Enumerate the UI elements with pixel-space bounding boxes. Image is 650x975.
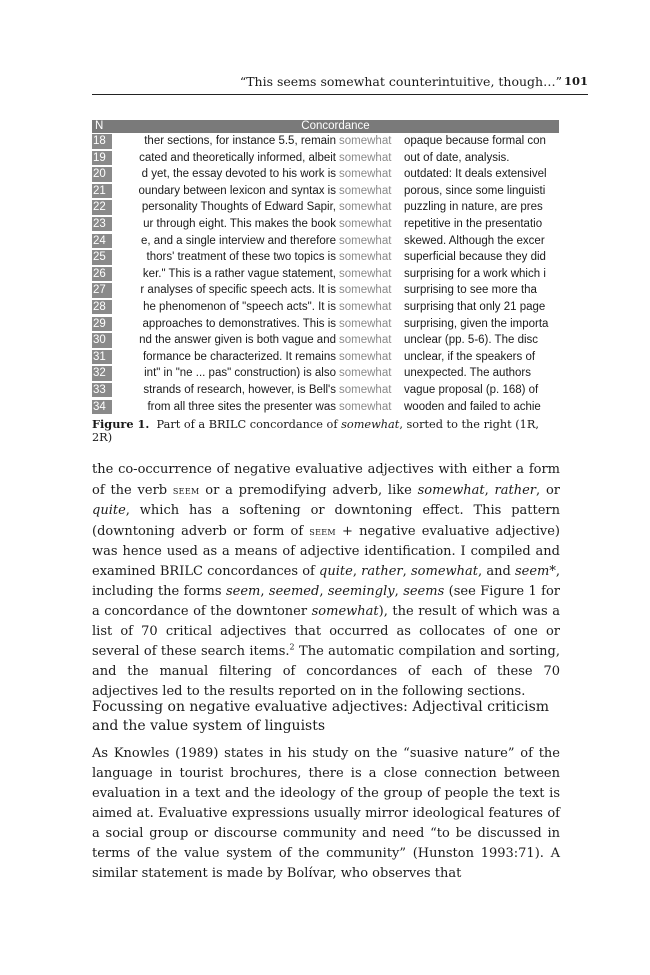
concordance-header (92, 120, 559, 133)
concordance-row (92, 382, 559, 399)
concordance-row-number: 29 (92, 317, 112, 332)
body-paragraph-1 (92, 460, 560, 702)
body-paragraph-2: As Knowles (1989) states in his study on the “suasive nature” of the language in tourist brochures, there is a close connection between evaluation in a text and the ideology of the group of people the text is aimed at. Evaluative expressions usually mirror ideological features of a social group or discourse community and need “to be discussed in terms of the value system of the community” (Hunston 1993:71). A similar statement is made by Bolívar, who observes that (92, 746, 560, 881)
concordance-left-text: strands of research, however, is Bell's (143, 383, 336, 396)
italic-term: somewhat (417, 483, 485, 498)
concordance-right-context: unclear (pp. 5-6). The disc (404, 334, 539, 347)
concordance-row (92, 266, 559, 283)
concordance-left-text: d yet, the essay devoted to his work is (141, 168, 336, 181)
concordance-node-word: somewhat (339, 251, 392, 264)
concordance-row (92, 349, 559, 366)
concordance-left-text: personality Thoughts of Edward Sapir, (141, 201, 336, 214)
footnote-marker[interactable]: 2 (289, 642, 295, 652)
column-n-header: N (95, 120, 104, 132)
text: , (402, 564, 411, 579)
caption-label: Figure 1. (92, 417, 150, 431)
concordance-left-text: ur through eight. This makes the book (143, 217, 336, 230)
concordance-left-context (114, 233, 336, 250)
concordance-row-number: 32 (92, 366, 112, 381)
concordance-right-context: skewed. Although the excer (404, 234, 545, 247)
concordance-right-context: surprising for a work which i (404, 267, 546, 280)
concordance-left-text: ther sections, for instance 5.5, remain (144, 135, 336, 147)
italic-term: seemed (268, 584, 320, 599)
concordance-node-word: somewhat (339, 317, 392, 330)
concordance-left-context (114, 166, 336, 183)
text: , (484, 483, 495, 498)
concordance-row (92, 399, 559, 416)
italic-term: seem* (514, 564, 556, 579)
text: , (319, 584, 328, 599)
concordance-left-context (114, 365, 336, 382)
text: , (260, 584, 269, 599)
text: , (394, 584, 404, 599)
concordance-node-word: somewhat (339, 334, 392, 347)
text: , including the forms (92, 564, 561, 599)
concordance-node-word: somewhat (339, 284, 392, 297)
concordance-left-context (114, 332, 336, 349)
concordance-row (92, 183, 559, 200)
concordance-row-number: 23 (92, 217, 112, 232)
text: or a premodifying adverb, like (199, 483, 418, 498)
concordance-left-context (114, 216, 336, 233)
concordance-left-text: formance be characterized. It remains (142, 350, 336, 363)
text: (see Figure 1 for a concordance of the downtoner (92, 584, 560, 619)
concordance-node-word: somewhat (339, 135, 392, 147)
concordance-row (92, 216, 559, 233)
running-header (92, 70, 588, 95)
concordance-row (92, 150, 559, 167)
concordance-left-text: cated and theoretically informed, albeit (139, 151, 336, 164)
concordance-left-text: thors' treatment of these two topics is (146, 251, 336, 264)
concordance-right-context: out of date, analysis. (404, 151, 510, 164)
text: , and (478, 564, 515, 579)
concordance-left-text: int" in "ne ... pas" construction) is also (144, 367, 336, 380)
concordance-row-number: 24 (92, 234, 112, 249)
concordance-right-context: surprising, given the importa (404, 317, 549, 330)
section-heading (92, 698, 560, 736)
concordance-left-context (114, 249, 336, 266)
section-heading-line-1: Focussing on negative evaluative adjectives: Adjectival criticism (92, 699, 550, 715)
small-caps-term: seem (172, 483, 200, 497)
concordance-figure (92, 120, 559, 413)
concordance-row (92, 166, 559, 183)
concordance-right-context: puzzling in nature, are pres (404, 201, 543, 214)
concordance-left-context (114, 399, 336, 416)
concordance-left-text: nd the answer given is both vague and (139, 334, 336, 347)
text: , (352, 564, 362, 579)
concordance-row-number: 25 (92, 250, 112, 265)
italic-term: seem (225, 584, 261, 599)
concordance-row-number: 30 (92, 333, 112, 348)
italic-term: quite (92, 503, 126, 518)
text: , which has a softening or downtoning effect. This pattern (downtoning adverb or form of (92, 503, 560, 539)
concordance-row-number: 27 (92, 283, 112, 298)
small-caps-term: seem (309, 524, 336, 538)
concordance-row-number: 20 (92, 167, 112, 182)
column-concordance-header: Concordance (301, 120, 370, 132)
concordance-node-word: somewhat (339, 201, 392, 214)
concordance-right-context: opaque because formal con (404, 135, 546, 147)
concordance-row (92, 199, 559, 216)
concordance-left-context (114, 282, 336, 299)
concordance-node-word: somewhat (339, 383, 392, 396)
concordance-right-context: wooden and failed to achie (404, 400, 541, 413)
concordance-node-word: somewhat (339, 234, 392, 247)
concordance-left-context (114, 266, 336, 283)
running-title: “This seems somewhat counterintuitive, though…” (239, 74, 562, 89)
section-heading-line-2: and the value system of linguists (92, 718, 326, 734)
italic-term: somewhat (411, 564, 478, 579)
concordance-left-text: from all three sites the presenter was (147, 400, 336, 413)
concordance-right-context: repetitive in the presentatio (404, 217, 543, 230)
concordance-rows (92, 133, 559, 415)
caption-text: Part of a BRILC concordance of (156, 418, 342, 431)
italic-term: seems (403, 584, 445, 599)
concordance-right-context: unexpected. The authors (404, 367, 532, 380)
italic-term: quite (319, 564, 353, 579)
concordance-row (92, 316, 559, 333)
concordance-node-word: somewhat (339, 400, 392, 413)
concordance-row-number: 26 (92, 267, 112, 282)
concordance-row (92, 249, 559, 266)
italic-term: rather (361, 564, 403, 579)
concordance-right-context: superficial because they did (404, 251, 546, 264)
italic-term: rather (494, 483, 537, 498)
text: The automatic compilation and sorting, and the manual filtering of concordances of each of these 70 adjectives led to the results reported on in the following sections. (92, 644, 560, 699)
text: the co-occurrence of negative evaluative adjectives with either a form of the verb (92, 462, 560, 498)
concordance-row-number: 21 (92, 184, 112, 199)
concordance-left-text: e, and a single interview and therefore (141, 234, 336, 247)
concordance-left-context (114, 183, 336, 200)
italic-term: somewhat (311, 604, 379, 619)
concordance-right-context: unclear, if the speakers of (404, 350, 536, 363)
caption-text-end: , sorted to the right (1R, 2R) (92, 418, 539, 444)
concordance-node-word: somewhat (339, 267, 392, 280)
concordance-left-context (114, 316, 336, 333)
concordance-node-word: somewhat (339, 350, 392, 363)
italic-term: seemingly (327, 584, 395, 599)
concordance-right-context: outdated: It deals extensivel (404, 168, 547, 181)
concordance-left-text: approaches to demonstratives. This is (142, 317, 336, 330)
concordance-left-text: oundary between lexicon and syntax is (138, 184, 336, 197)
concordance-node-word: somewhat (339, 367, 392, 380)
concordance-left-text: he phenomenon of "speech acts". It is (143, 300, 336, 313)
concordance-left-context (114, 199, 336, 216)
concordance-node-word: somewhat (339, 184, 392, 197)
concordance-left-text: ker." This is a rather vague statement, (142, 267, 336, 280)
concordance-right-context: surprising to see more tha (404, 284, 537, 297)
concordance-left-context (114, 133, 336, 150)
concordance-row (92, 233, 559, 250)
caption-italic: somewhat (341, 418, 400, 431)
concordance-row (92, 365, 559, 382)
text: , or (536, 483, 561, 498)
concordance-left-context (114, 382, 336, 399)
concordance-right-context: surprising that only 21 page (404, 300, 546, 313)
figure-caption (92, 417, 562, 444)
concordance-row-number: 22 (92, 200, 112, 215)
concordance-row-number: 31 (92, 350, 112, 365)
concordance-left-context (114, 349, 336, 366)
concordance-row-number: 18 (92, 134, 112, 149)
concordance-row (92, 282, 559, 299)
concordance-left-text: r analyses of specific speech acts. It is (140, 284, 336, 297)
concordance-row (92, 299, 559, 316)
concordance-row-number: 19 (92, 151, 112, 166)
concordance-row-number: 33 (92, 383, 112, 398)
concordance-left-context (114, 150, 336, 167)
concordance-row (92, 133, 559, 150)
page-number: 101 (563, 74, 588, 88)
concordance-node-word: somewhat (339, 168, 392, 181)
text: ), the result of which was a list of 70 critical adjectives that occurred as collocates of one or several of these search items. (92, 604, 560, 659)
concordance-row-number: 28 (92, 300, 112, 315)
concordance-right-context: porous, since some linguisti (404, 184, 546, 197)
concordance-node-word: somewhat (339, 300, 392, 313)
concordance-left-context (114, 299, 336, 316)
concordance-right-context: vague proposal (p. 168) of (404, 383, 539, 396)
concordance-row-number: 34 (92, 400, 112, 415)
concordance-node-word: somewhat (339, 217, 392, 230)
text: + negative evaluative adjective) was hence used as a means of adjective identification. I compiled and examined BRILC concordances of (92, 524, 560, 579)
concordance-row (92, 332, 559, 349)
concordance-node-word: somewhat (339, 151, 392, 164)
